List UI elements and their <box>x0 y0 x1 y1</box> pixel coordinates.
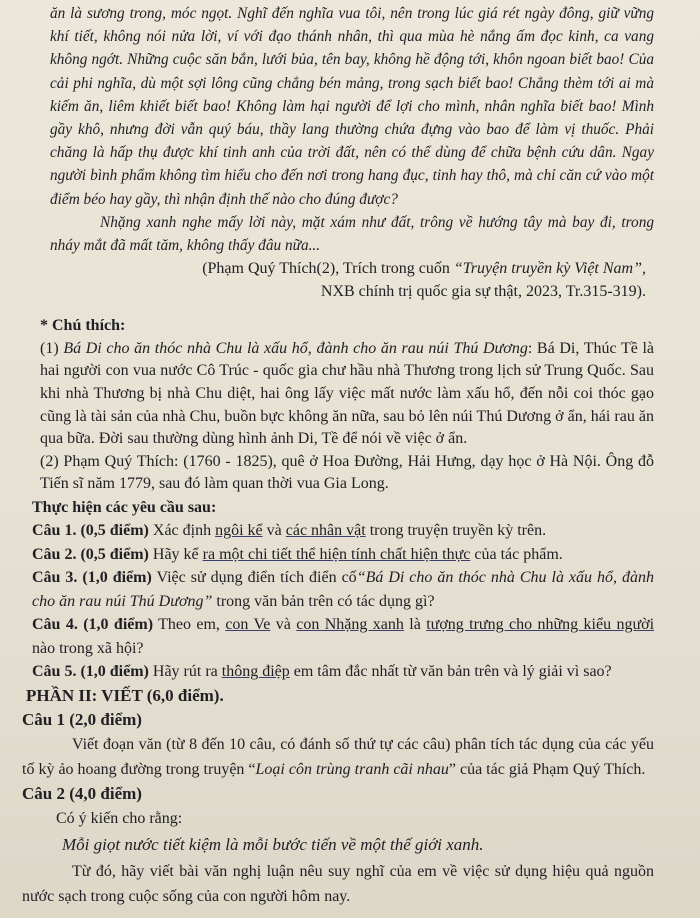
question-4-label: Câu 4. (1,0 điểm) <box>32 616 154 634</box>
question-2 <box>32 543 654 567</box>
source-credit <box>22 257 654 303</box>
question-1-label: Câu 1. (0,5 điểm) <box>32 522 149 540</box>
question-5-text-b: em tâm đắc nhất từ văn bản trên và lý giải vì sao? <box>289 663 612 681</box>
question-5-underline-1: thông điệp <box>221 663 290 681</box>
question-4-text-a: Theo em, <box>153 616 226 634</box>
question-5 <box>32 660 654 684</box>
note-2: (2) Phạm Quý Thích: (1760 - 1825), quê ở Hoa Đường, Hải Hưng, dạy học ở Hà Nội. Ông đỗ Tiến sĩ năm 1779, sau đó làm quan thời vua Gia Long. <box>40 452 654 493</box>
question-4-underline-2: con Nhặng xanh <box>296 616 404 634</box>
question-2-text-a: Hãy kể <box>148 545 203 563</box>
question-2-text-b: của tác phẩm. <box>470 545 563 563</box>
reading-questions <box>22 496 654 684</box>
story-paragraph-1: ăn là sương trong, móc ngọt. Nghĩ đến nghĩa vua tôi, nên trong lúc giá rét ngày đông, giữ vững khí tiết, không nói nửa lời, ví với đạo thánh nhân, thì qua mùa hè nắng ấm đọc kinh, ca vang không ngớt. Những cuộc săn bắn, lưới bủa, tên bay, không hề động tới, khôn ngoan biết bao! Của cải phi nghĩa, dù một sợi lông cũng chẳng bén mảng, trong sạch biết bao! Chẳng thèm tới ai mà kiếm ăn, liêm khiết biết bao! Không làm hại người để lợi cho mình, nhân nghĩa biết bao! Mình gầy khô, nhưng đời vẫn quý báu, thầy lang thường chứa đựng vào bao để làm vị thuốc. Phải chăng là hấp thụ được khí tinh anh của trời đất, nên có thể dùng để chữa bệnh cứu dân. Ngay người bình phẩm không tìm hiểu cho đến nơi trong hang đục, tinh hay thô, mà chỉ căn cứ vào một điểm béo hay gầy, thì nhận định thế nào cho đúng được? <box>50 5 654 208</box>
question-4-underline-1: con Ve <box>225 616 271 634</box>
question-3-label: Câu 3. (1,0 điểm) <box>32 569 152 587</box>
question-1-text-a: Xác định <box>148 522 216 540</box>
question-3-text-a: Việc sử dụng điển tích điển cố <box>151 569 357 587</box>
writing-question-1-text <box>22 732 654 782</box>
question-4 <box>32 613 654 660</box>
writing-question-2-intro: Có ý kiến cho rằng: <box>56 809 183 827</box>
question-4-text-d: nào trong xã hội? <box>32 639 144 657</box>
part-2-heading: PHẦN II: VIẾT (6,0 điểm). <box>26 685 224 705</box>
question-1-text-c: trong truyện truyền kỳ trên. <box>365 522 547 540</box>
question-3-quote: “Bá Di cho ăn thóc nhà Chu là xấu hổ, đành cho ăn rau núi Thú Dương” <box>32 569 654 610</box>
writing-question-2-quote: Mỗi giọt nước tiết kiệm là mỗi bước tiến về một thế giới xanh. <box>62 834 484 854</box>
writing-question-1-text-b: ” của tác giả Phạm Quý Thích. <box>448 760 646 778</box>
question-4-text-c: là <box>403 616 427 634</box>
question-2-underline-1: ra một chi tiết thể hiện tính chất hiện thực <box>202 545 471 563</box>
note-1-term: Bá Di cho ăn thóc nhà Chu là xấu hổ, đành cho ăn rau núi Thú Dương <box>63 339 528 357</box>
credit-line-1 <box>22 257 646 280</box>
question-5-label: Câu 5. (1,0 điểm) <box>32 663 149 681</box>
question-1-underline-2: các nhân vật <box>285 522 366 540</box>
writing-question-1-text-a: Viết đoạn văn (từ 8 đến 10 câu, có đánh số thứ tự các câu) phân tích tác dụng của các yếu tố kỳ ảo hoang đường trong truyện “ <box>22 735 654 778</box>
question-4-underline-3: tượng trưng cho những kiểu người <box>426 616 655 634</box>
story-paragraph-2: Nhặng xanh nghe mấy lời này, mặt xám như đất, trông về hướng tây mà bay đi, trong nháy mắt đã mất tăm, không thấy đâu nữa... <box>50 213 654 255</box>
question-4-text-b: và <box>270 616 297 634</box>
question-1-underline-1: ngôi kể <box>215 522 263 540</box>
note-1 <box>40 338 654 451</box>
writing-question-2-task: Từ đó, hãy viết bài văn nghị luận nêu suy nghĩ của em về việc sử dụng hiệu quả nguồn nước sạch trong cuộc sống của con người hôm nay. <box>22 862 654 905</box>
question-5-text-a: Hãy rút ra <box>148 663 222 681</box>
notes-heading: * Chú thích: <box>40 317 126 335</box>
question-3 <box>32 566 654 613</box>
writing-question-2-heading: Câu 2 (4,0 điểm) <box>22 783 142 803</box>
note-1-text: : Bá Di, Thúc Tề là hai người con vua nước Cô Trúc - quốc gia chư hầu nhà Thương trong lịch sử Trung Quốc. Sau khi nhà Thương bị nhà Chu diệt, hai ông lấy việc mất nước làm xấu hổ, đến nỗi coi thóc gạo cũng là tài sản của nhà Chu, buồn bực không ăn nữa, sau bỏ lên núi Thú Dương ở ẩn, hái rau ăn qua bữa. Đời sau thường dùng hình ảnh Di, Tề để nói về việc ở ẩn. <box>40 339 655 448</box>
note-1-number: (1) <box>40 339 64 357</box>
writing-section <box>22 684 654 909</box>
question-3-text-b: trong văn bản trên có tác dụng gì? <box>212 592 435 610</box>
question-1-text-b: và <box>262 522 286 540</box>
writing-question-1 <box>22 732 654 782</box>
writing-question-1-heading: Câu 1 (2,0 điểm) <box>22 709 142 729</box>
credit-line-2: NXB chính trị quốc gia sự thật, 2023, Tr.315-319). <box>320 283 646 301</box>
story-excerpt <box>22 2 654 257</box>
footnotes <box>22 315 654 496</box>
questions-heading: Thực hiện các yêu cầu sau: <box>32 498 217 516</box>
question-2-label: Câu 2. (0,5 điểm) <box>32 545 149 563</box>
writing-question-2 <box>22 806 654 909</box>
credit-book-title: “Truyện truyền kỳ Việt Nam”, <box>453 260 646 278</box>
writing-question-1-story-title: Loại côn trùng tranh cãi nhau <box>255 760 449 778</box>
credit-prefix: (Phạm Quý Thích(2), Trích trong cuốn <box>202 260 454 278</box>
question-1 <box>32 519 654 543</box>
